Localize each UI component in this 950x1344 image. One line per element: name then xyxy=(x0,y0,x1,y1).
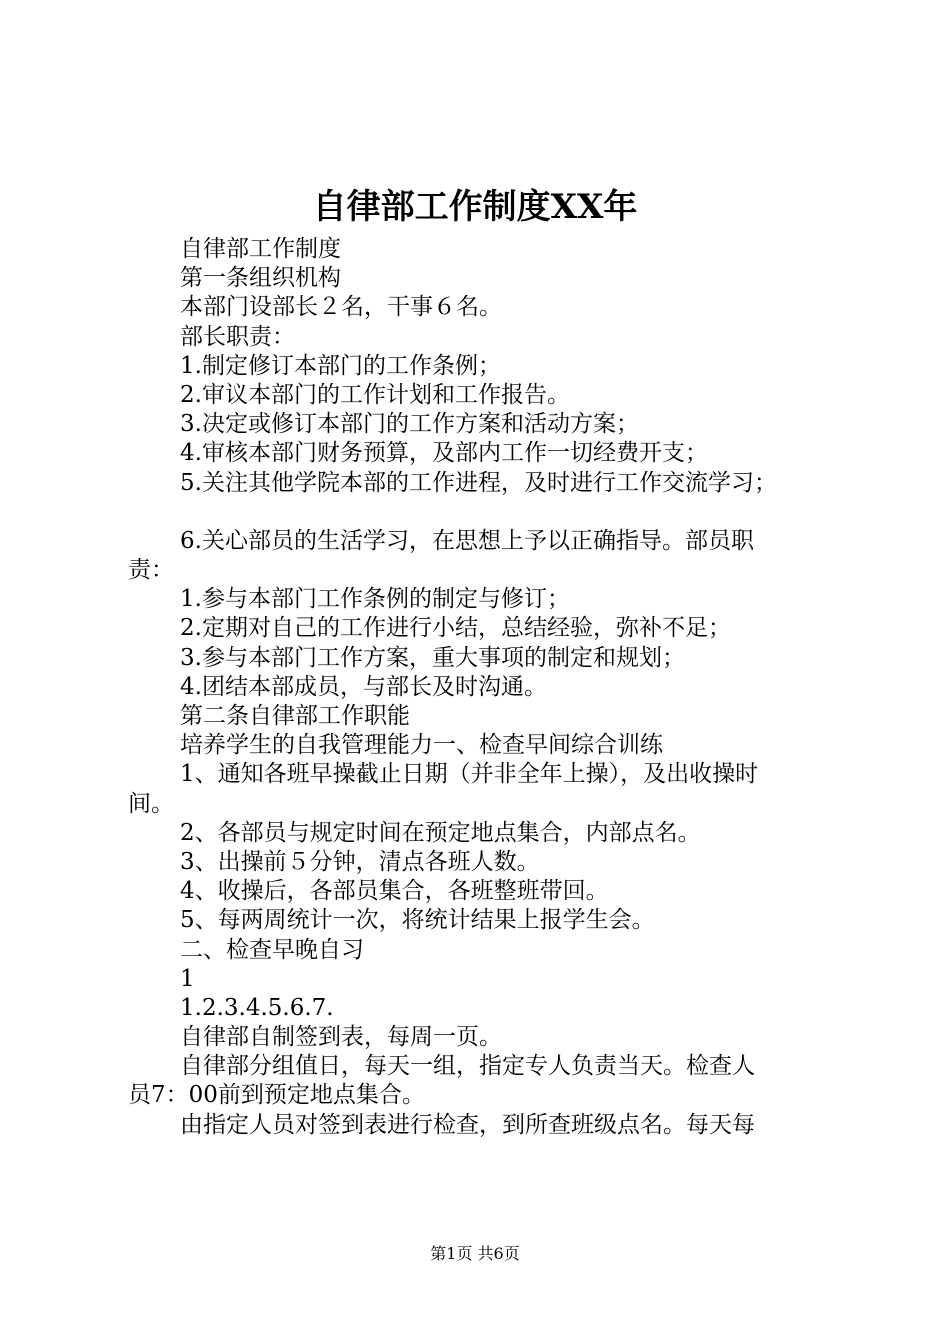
text-line: 1 xyxy=(180,965,195,992)
text-line: 5、每两周统计一次，将统计结果上报学生会。 xyxy=(180,907,655,934)
text-line: 1.制定修订本部门的工作条例； xyxy=(180,352,501,379)
page-footer: 第1页 共6页 xyxy=(430,1244,520,1263)
text-line: 4.团结本部成员，与部长及时沟通。 xyxy=(180,673,547,700)
text-line: 自律部自制签到表，每周一页。 xyxy=(180,1024,502,1051)
text-line: 第二条自律部工作职能 xyxy=(180,703,410,729)
text-line: 1.参与本部门工作条例的制定与修订； xyxy=(180,586,570,613)
document-title: 自律部工作制度XX年 xyxy=(312,187,638,227)
text-line: 培养学生的自我管理能力一、检查早间综合训练 xyxy=(180,732,663,759)
text-line: 第一条组织机构 xyxy=(180,265,341,292)
text-line: 4、收操后，各部员集合，各班整班带回。 xyxy=(180,878,609,905)
text-line: 1.2.3.4.5.6.7. xyxy=(180,994,334,1021)
text-line: 责： xyxy=(128,557,174,584)
text-line: 二、检查早晚自习 xyxy=(180,936,364,963)
text-line: 自律部工作制度 xyxy=(180,236,341,262)
text-line: 2.审议本部门的工作计划和工作报告。 xyxy=(180,381,570,408)
text-line: 3.参与本部门工作方案，重大事项的制定和规划； xyxy=(180,644,685,671)
text-line: 5.关注其他学院本部的工作进程，及时进行工作交流学习； xyxy=(180,469,777,496)
text-line: 6.关心部员的生活学习，在思想上予以正确指导。部员职 xyxy=(180,527,754,554)
text-line: 1、通知各班早操截止日期（并非全年上操），及出收操时 xyxy=(180,761,759,788)
document-body xyxy=(128,235,840,1140)
text-line: 自律部分组值日，每天一组，指定专人负责当天。检查人 xyxy=(180,1053,755,1080)
text-line: 3、出操前５分钟，清点各班人数。 xyxy=(180,848,540,875)
text-line: 部长职责： xyxy=(180,323,295,350)
text-line: 间。 xyxy=(128,790,174,817)
text-line: 2.定期对自己的工作进行小结，总结经验，弥补不足； xyxy=(180,615,731,642)
text-line: 4.审核本部门财务预算，及部内工作一切经费开支； xyxy=(180,440,708,467)
text-line: 本部门设部长２名，干事６名。 xyxy=(180,294,502,321)
text-line: 由指定人员对签到表进行检查，到所查班级点名。每天每 xyxy=(180,1111,755,1138)
text-line: 3.决定或修订本部门的工作方案和活动方案； xyxy=(180,411,639,438)
text-line: 员7：00前到预定地点集合。 xyxy=(128,1082,425,1109)
text-line: 2、各部员与规定时间在预定地点集合，内部点名。 xyxy=(180,819,701,846)
blank-line xyxy=(128,498,840,527)
